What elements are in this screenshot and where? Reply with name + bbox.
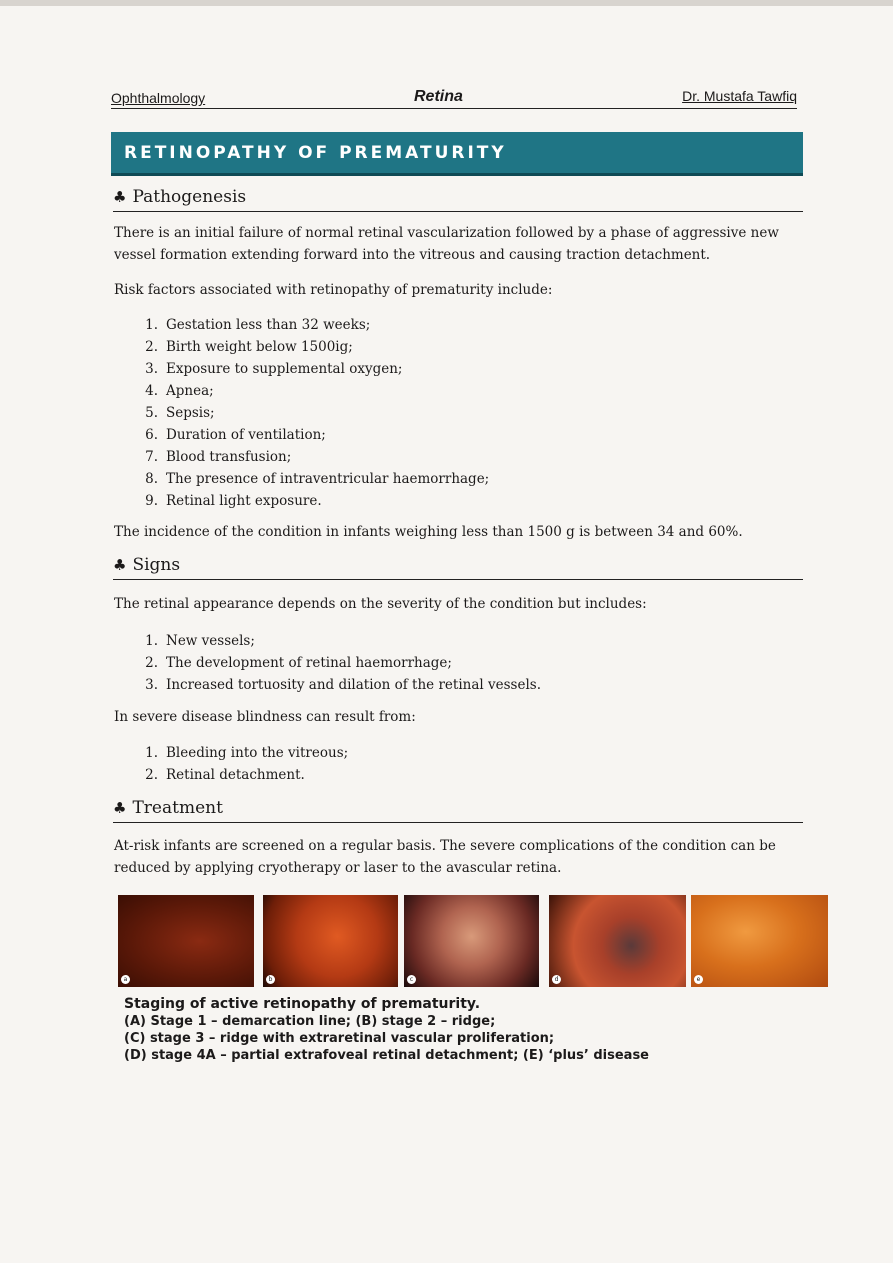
severe-intro: In severe disease blindness can result from: xyxy=(114,709,416,725)
fundus-image-c xyxy=(404,895,539,987)
section-heading-pathogenesis: ♣ Pathogenesis xyxy=(113,187,803,212)
fundus-figure xyxy=(118,895,828,987)
signs-intro: The retinal appearance depends on the severity of the condition but includes: xyxy=(114,596,647,612)
club-icon: ♣ xyxy=(113,799,127,817)
caption-line: (C) stage 3 – ridge with extraretinal vascular proliferation; xyxy=(124,1031,555,1046)
figure-caption xyxy=(124,996,649,1064)
image-label: d xyxy=(552,975,561,984)
image-label: b xyxy=(266,975,275,984)
page-title: RETINOPATHY OF PREMATURITY xyxy=(124,143,507,163)
treatment-paragraph: At-risk infants are screened on a regular basis. The severe complications of the condition can be reduced by applying cryotherapy or laser to the avascular retina. xyxy=(114,838,776,876)
section-heading-treatment: ♣ Treatment xyxy=(113,798,803,823)
running-header xyxy=(111,88,797,109)
risk-factors-intro: Risk factors associated with retinopathy of prematurity include: xyxy=(114,282,553,298)
club-icon: ♣ xyxy=(113,556,127,574)
header-author: Dr. Mustafa Tawfiq xyxy=(682,88,797,104)
fundus-image-e xyxy=(691,895,828,987)
fundus-image-a xyxy=(118,895,254,987)
image-label: a xyxy=(121,975,130,984)
image-label: c xyxy=(407,975,416,984)
header-chapter: Retina xyxy=(414,88,463,105)
incidence-paragraph: The incidence of the condition in infants weighing less than 1500 g is between 34 and 60%. xyxy=(114,524,743,540)
caption-line: (D) stage 4A – partial extrafoveal retinal detachment; (E) ‘plus’ disease xyxy=(124,1048,650,1063)
title-banner xyxy=(111,132,803,176)
header-subject: Ophthalmology xyxy=(111,90,206,106)
caption-title: Staging of active retinopathy of prematurity. xyxy=(124,996,481,1012)
page-edge xyxy=(0,0,893,6)
section-heading-signs: ♣ Signs xyxy=(113,555,803,580)
image-label: e xyxy=(694,975,703,984)
caption-line: (A) Stage 1 – demarcation line; (B) stage 2 – ridge; xyxy=(124,1014,496,1029)
club-icon: ♣ xyxy=(113,188,127,206)
fundus-image-b xyxy=(263,895,398,987)
fundus-image-d xyxy=(549,895,686,987)
pathogenesis-paragraph: There is an initial failure of normal retinal vascularization followed by a phase of aggressive new vessel formation extending forward into the vitreous and causing traction detachment. xyxy=(114,225,779,263)
